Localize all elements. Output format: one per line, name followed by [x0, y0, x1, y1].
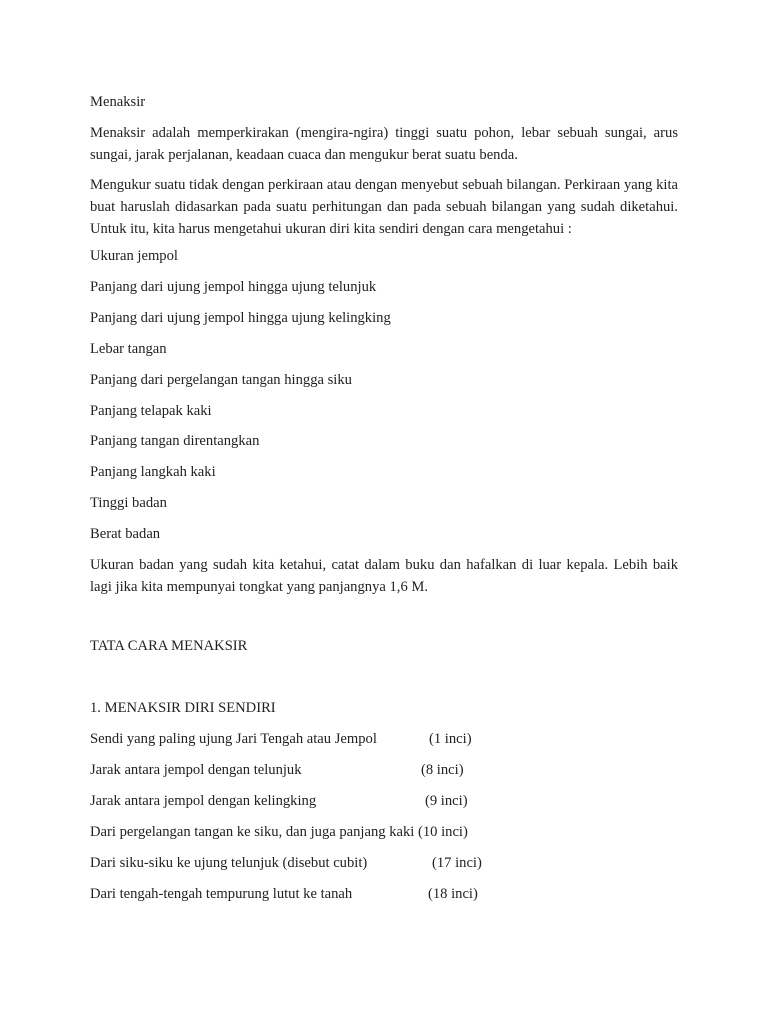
item-label: Sendi yang paling ujung Jari Tengah atau Jempol — [90, 731, 377, 747]
document-title: Menaksir — [90, 94, 146, 110]
item-label: Jarak antara jempol dengan kelingking — [90, 793, 317, 809]
list-item: Panjang dari ujung jempol hingga ujung telunjuk — [90, 279, 377, 295]
item-value: (17 inci) — [432, 855, 482, 871]
table-row — [90, 853, 678, 873]
item-label: Dari pergelangan tangan ke siku, dan juga panjang kaki — [90, 824, 415, 840]
list-item: Panjang tangan direntangkan — [90, 433, 260, 449]
list-item: Panjang dari ujung jempol hingga ujung kelingking — [90, 310, 391, 326]
item-label: Dari tengah-tengah tempurung lutut ke tanah — [90, 886, 353, 902]
table-row — [90, 791, 678, 811]
item-value: (9 inci) — [425, 793, 468, 809]
list-item: Panjang telapak kaki — [90, 403, 212, 419]
table-row — [90, 822, 678, 842]
item-label: Jarak antara jempol dengan telunjuk — [90, 762, 302, 778]
list-item: Berat badan — [90, 526, 161, 542]
item-value: (8 inci) — [421, 762, 464, 778]
intro-paragraph: Menaksir adalah memperkirakan (mengira-ngira) tinggi suatu pohon, lebar sebuah sungai, arus sungai, jarak perjalanan, keadaan cuaca dan mengukur berat suatu benda. — [90, 125, 678, 163]
list-item: Tinggi badan — [90, 495, 167, 511]
list-item: Panjang dari pergelangan tangan hingga siku — [90, 372, 352, 388]
item-value: (10 inci) — [418, 824, 468, 840]
item-value: (18 inci) — [428, 886, 478, 902]
table-row — [90, 884, 678, 904]
explanation-paragraph: Mengukur suatu tidak dengan perkiraan atau dengan menyebut sebuah bilangan. Perkiraan yang kita buat haruslah didasarkan pada suatu perhitungan dan pada sebuah bilangan yang sudah diketahui. Untuk itu, kita harus mengetahui ukuran diri kita sendiri dengan cara mengetahui : — [90, 177, 678, 237]
closing-paragraph: Ukuran badan yang sudah kita ketahui, catat dalam buku dan hafalkan di luar kepala. Lebih baik lagi jika kita mempunyai tongkat yang panjangnya 1,6 M. — [90, 557, 678, 595]
list-item: Lebar tangan — [90, 341, 167, 357]
item-value: (1 inci) — [429, 731, 472, 747]
list-item: Ukuran jempol — [90, 248, 178, 264]
section-heading: TATA CARA MENAKSIR — [90, 638, 248, 654]
table-row — [90, 729, 678, 749]
table-row — [90, 760, 678, 780]
subsection-heading: 1. MENAKSIR DIRI SENDIRI — [90, 700, 276, 716]
item-label: Dari siku-siku ke ujung telunjuk (disebut cubit) — [90, 855, 368, 871]
list-item: Panjang langkah kaki — [90, 464, 216, 480]
